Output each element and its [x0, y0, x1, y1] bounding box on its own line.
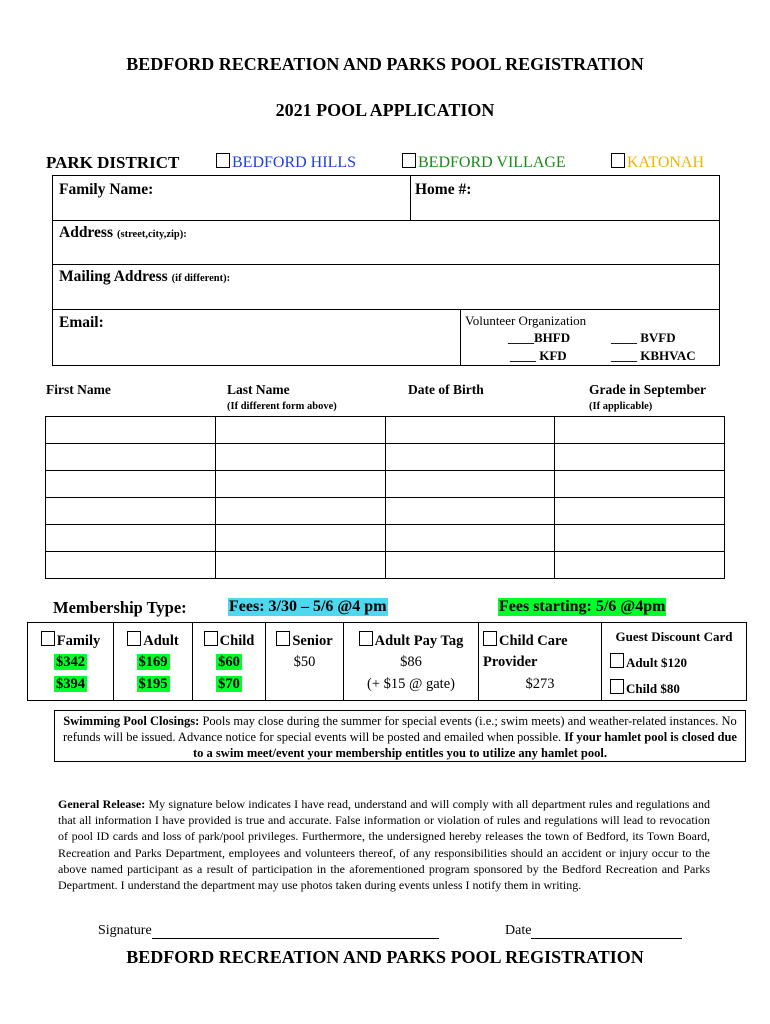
signature-label: Signature: [98, 923, 152, 938]
child-checkbox[interactable]: [204, 631, 218, 646]
grade-cell[interactable]: [555, 552, 725, 579]
bedford-hills-checkbox[interactable]: [216, 153, 230, 168]
membership-guest-cell: [602, 623, 746, 700]
child-care-label-2: Provider: [483, 654, 538, 670]
membership-child-cell[interactable]: [193, 623, 266, 700]
child-price-early: $60: [218, 654, 240, 670]
guest-adult-label: Adult $120: [626, 655, 688, 670]
footer-title: BEDFORD RECREATION AND PARKS POOL REGISTRATION: [126, 947, 644, 967]
pool-closings-label: Swimming Pool Closings:: [63, 714, 200, 728]
bedford-hills-label: BEDFORD HILLS: [232, 154, 357, 171]
page-title: BEDFORD RECREATION AND PARKS POOL REGISTRATION: [126, 54, 644, 74]
bedford-village-option[interactable]: [402, 153, 566, 172]
date-label: Date: [505, 923, 532, 938]
membership-child-care-cell[interactable]: [479, 623, 602, 700]
senior-price: $50: [293, 654, 316, 670]
adult-label: Adult: [143, 633, 179, 649]
grade-cell[interactable]: [555, 498, 725, 525]
guest-child-option[interactable]: [610, 679, 680, 697]
first-name-cell[interactable]: [46, 552, 216, 579]
grade-note: (If applicable): [589, 401, 653, 412]
last-name-cell[interactable]: [215, 498, 385, 525]
address-note: (street,city,zip):: [116, 229, 187, 240]
membership-type-label: Membership Type:: [53, 598, 187, 617]
dob-cell[interactable]: [385, 552, 555, 579]
signature-field[interactable]: [98, 922, 439, 939]
guest-adult-checkbox[interactable]: [610, 653, 624, 668]
senior-label: Senior: [292, 633, 333, 649]
last-name-cell[interactable]: [215, 471, 385, 498]
family-price-late: $394: [56, 676, 85, 692]
membership-table: [27, 622, 747, 701]
bedford-hills-option[interactable]: [216, 153, 356, 172]
last-name-cell[interactable]: [215, 525, 385, 552]
membership-family-cell[interactable]: [28, 623, 114, 700]
general-release-text: My signature below indicates I have read, understand and will comply with all department rules and regulations and that all information I have provided is true and accurate. False information or violation of rules and regulations will lead to revocation of pool ID cards and loss of park/pool privileges. Furthermore, the undersigned hereby releases the town of Bedford, its Town Board, Recreation and Parks Department, employees and volunteers thereof, of any responsibilities should an accident or injury occur to the above named participant as a result of participation in the aforementioned program sponsored by the Bedford Recreation and Parks Department. I understand the department may use photos taken during events unless I notify them in writing.: [58, 797, 710, 893]
general-release: [58, 796, 710, 893]
grade-cell[interactable]: [555, 525, 725, 552]
katonah-checkbox[interactable]: [611, 153, 625, 168]
bedford-village-checkbox[interactable]: [402, 153, 416, 168]
participants-table: [45, 416, 725, 579]
adult-pay-tag-gate-fee: (+ $15 @ gate): [367, 676, 455, 692]
table-row: [46, 471, 725, 498]
family-name-field[interactable]: Family Name:: [59, 181, 154, 198]
table-row: [46, 525, 725, 552]
first-name-header: First Name: [46, 382, 111, 397]
dob-cell[interactable]: [385, 417, 555, 444]
general-release-label: General Release:: [58, 797, 146, 811]
volunteer-bvfd[interactable]: ____ BVFD: [611, 330, 676, 345]
katonah-label: KATONAH: [627, 154, 705, 171]
first-name-cell[interactable]: [46, 417, 216, 444]
membership-adult-pay-tag-cell[interactable]: [344, 623, 479, 700]
katonah-option[interactable]: [611, 153, 704, 172]
signature-line[interactable]: [152, 922, 439, 939]
address-field[interactable]: [59, 224, 187, 242]
adult-price-early: $169: [138, 654, 168, 670]
dob-cell[interactable]: [385, 471, 555, 498]
grade-cell[interactable]: [555, 417, 725, 444]
guest-child-label: Child $80: [626, 681, 680, 696]
grade-cell[interactable]: [555, 471, 725, 498]
family-label: Family: [56, 633, 101, 649]
first-name-cell[interactable]: [46, 444, 216, 471]
mailing-address-label: Mailing Address: [59, 268, 168, 285]
date-field[interactable]: [505, 922, 682, 939]
dob-cell[interactable]: [385, 444, 555, 471]
adult-price-late: $195: [138, 676, 168, 692]
volunteer-kbhvac[interactable]: ____ KBHVAC: [611, 348, 696, 363]
home-phone-field[interactable]: Home #:: [415, 181, 472, 198]
family-price-early: $342: [56, 654, 85, 670]
mailing-address-note: (if different):: [171, 273, 231, 284]
grade-header: Grade in September: [589, 382, 706, 397]
table-row: [46, 417, 725, 444]
volunteer-bhfd[interactable]: ____BHFD: [508, 330, 571, 345]
page-subtitle: 2021 POOL APPLICATION: [275, 100, 495, 120]
volunteer-org-title: Volunteer Organization: [465, 313, 587, 328]
dob-header: Date of Birth: [408, 382, 484, 397]
guest-child-checkbox[interactable]: [610, 679, 624, 694]
adult-pay-tag-label: Adult Pay Tag: [374, 633, 464, 649]
child-care-price: $273: [525, 676, 555, 692]
table-row: [46, 552, 725, 579]
adult-pay-tag-checkbox[interactable]: [359, 631, 373, 646]
fees-early-label: Fees: 3/30 – 5/6 @4 pm: [229, 598, 387, 615]
family-info-box: [52, 175, 720, 366]
first-name-cell[interactable]: [46, 471, 216, 498]
address-label: Address: [59, 224, 113, 241]
last-name-header: Last Name: [227, 382, 290, 397]
park-district-label: PARK DISTRICT: [46, 153, 180, 172]
adult-checkbox[interactable]: [127, 631, 141, 646]
child-price-late: $70: [218, 676, 240, 692]
bedford-village-label: BEDFORD VILLAGE: [418, 154, 566, 171]
child-label: Child: [219, 633, 255, 649]
pool-closings-text: Pools may close during the summer for special events (i.e.; swim meets) and weather-related instances. No refunds will be issued. Advance notice for special events will be posted and emailed when possible.: [63, 714, 737, 744]
last-name-cell[interactable]: [215, 552, 385, 579]
dob-cell[interactable]: [385, 498, 555, 525]
child-care-label: Child Care: [499, 633, 568, 649]
last-name-cell[interactable]: [215, 417, 385, 444]
grade-cell[interactable]: [555, 444, 725, 471]
pool-closings-notice: [54, 710, 746, 762]
date-line[interactable]: [531, 922, 682, 939]
dob-cell[interactable]: [385, 525, 555, 552]
senior-checkbox[interactable]: [276, 631, 290, 646]
membership-adult-cell[interactable]: [114, 623, 193, 700]
guest-adult-option[interactable]: [610, 653, 687, 671]
last-name-note: (If different form above): [227, 401, 337, 412]
fees-late-label: Fees starting: 5/6 @4pm: [499, 598, 666, 615]
membership-senior-cell[interactable]: [266, 623, 344, 700]
email-field[interactable]: Email:: [59, 314, 104, 331]
adult-pay-tag-price: $86: [400, 654, 422, 670]
table-row: [46, 444, 725, 471]
table-row: [46, 498, 725, 525]
guest-card-title: Guest Discount Card: [615, 629, 733, 644]
first-name-cell[interactable]: [46, 498, 216, 525]
family-checkbox[interactable]: [41, 631, 55, 646]
last-name-cell[interactable]: [215, 444, 385, 471]
pool-closings-bold-text: If your hamlet pool is closed due to a swim meet/event your membership entitles you to utilize any hamlet pool.: [193, 730, 737, 760]
volunteer-kfd[interactable]: ____ KFD: [510, 348, 567, 363]
mailing-address-field[interactable]: [59, 268, 230, 286]
child-care-checkbox[interactable]: [483, 631, 497, 646]
first-name-cell[interactable]: [46, 525, 216, 552]
